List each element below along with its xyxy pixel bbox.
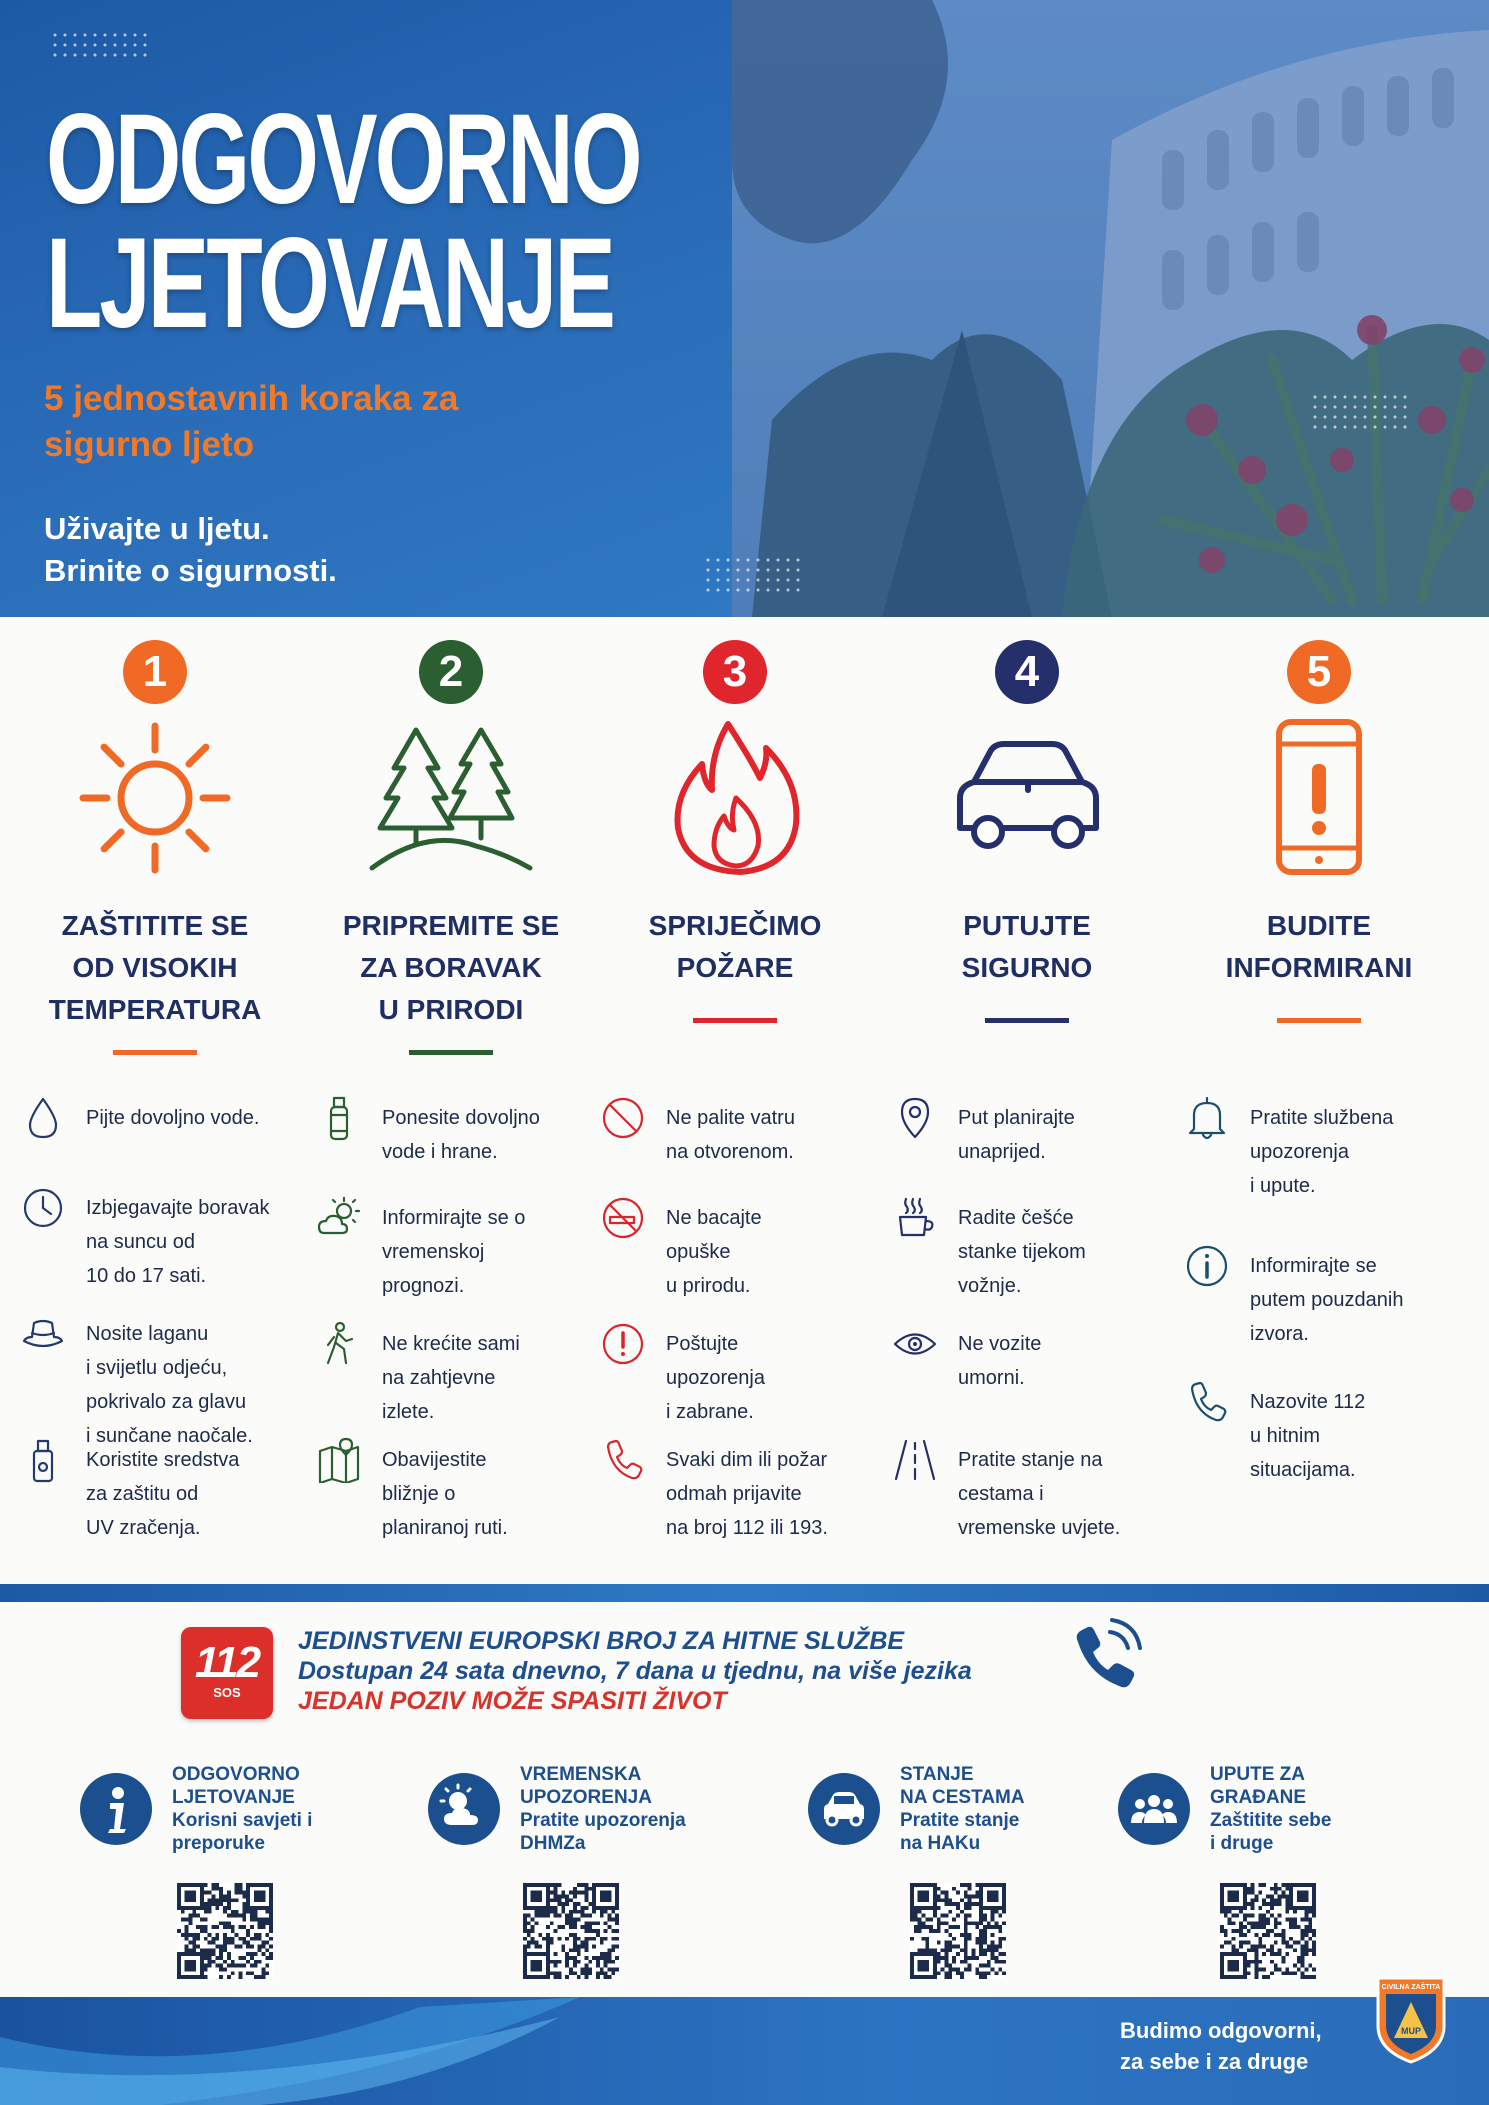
qr-code[interactable]	[523, 1883, 619, 1979]
tip-text: Radite češće stanke tijekom vožnje.	[958, 1207, 1086, 1297]
step-number-badge: 3	[703, 640, 767, 704]
resource-link-label: ODGOVORNO LJETOVANJE Korisni savjeti i preporuke	[172, 1764, 313, 1854]
step-title-line: TEMPERATURA	[48, 994, 262, 1025]
resource-link-label: VREMENSKA UPOZORENJA Pratite upozorenja DHMZa	[520, 1764, 686, 1854]
step-title	[1184, 905, 1454, 989]
tip-text: Koristite sredstva za zaštitu od UV zračenja.	[86, 1449, 240, 1539]
emergency-line-3: JEDAN POZIV MOŽE SPASITI ŽIVOT	[298, 1687, 727, 1715]
phone-ringing-icon	[1058, 1612, 1146, 1700]
tip-text: Put planirajte unaprijed.	[958, 1107, 1075, 1163]
resource-link-label: STANJE NA CESTAMA Pratite stanje na HAKu	[900, 1764, 1025, 1854]
trees-icon	[366, 718, 536, 878]
emergency-line-1: JEDINSTVENI EUROPSKI BROJ ZA HITNE SLUŽBE	[298, 1627, 905, 1655]
no-smoking-icon	[600, 1195, 646, 1241]
step-4	[892, 640, 1162, 1580]
step-title-line: POŽARE	[676, 952, 794, 983]
tip-text: Ne palite vatru na otvorenom.	[666, 1107, 795, 1163]
car-icon	[942, 718, 1112, 878]
badge-number: 112	[194, 1638, 260, 1687]
tip-text: Ne krećite sami na zahtjevne izlete.	[382, 1333, 520, 1423]
hero-banner	[0, 0, 1489, 617]
coffee-cup-icon	[892, 1195, 938, 1241]
step-underline	[985, 1018, 1069, 1023]
svg-text:CIVILNA ZAŠTITA: CIVILNA ZAŠTITA	[1381, 1984, 1441, 1991]
smartphone-alert-icon	[1234, 718, 1404, 878]
wave-decoration	[0, 1997, 700, 2105]
step-number-badge: 2	[419, 640, 483, 704]
step-title-line: BUDITE	[1266, 910, 1372, 941]
step-title-line: SIGURNO	[961, 952, 1093, 983]
civil-protection-badge	[1372, 1972, 1450, 2064]
sunscreen-icon	[20, 1437, 66, 1483]
phone-icon	[600, 1437, 646, 1483]
fire-icon	[650, 718, 820, 878]
info-icon	[1184, 1243, 1230, 1289]
resource-link[interactable]	[808, 1763, 1138, 1993]
step-number-badge: 1	[123, 640, 187, 704]
bottle-icon	[316, 1095, 362, 1141]
step-underline	[113, 1050, 197, 1055]
qr-code[interactable]	[1220, 1883, 1316, 1979]
step-number-badge: 4	[995, 640, 1059, 704]
qr-code[interactable]	[177, 1883, 273, 1979]
eye-icon	[892, 1321, 938, 1367]
step-1	[20, 640, 290, 1580]
svg-text:MUP: MUP	[1401, 2026, 1421, 2036]
step-title	[600, 905, 870, 989]
decor-dots	[1310, 392, 1412, 432]
footer	[0, 1997, 1489, 2105]
info-icon	[80, 1773, 152, 1845]
tip-text: Nosite laganu i svijetlu odjeću, pokrivalo za glavu i sunčane naočale.	[86, 1323, 253, 1447]
weather-icon	[428, 1773, 500, 1845]
qr-code[interactable]	[910, 1883, 1006, 1979]
warning-icon	[600, 1321, 646, 1367]
step-title	[316, 905, 586, 1031]
emergency-112-badge	[181, 1627, 273, 1719]
step-title-line: OD VISOKIH	[72, 952, 238, 983]
step-number-badge: 5	[1287, 640, 1351, 704]
step-underline	[693, 1018, 777, 1023]
step-title-line: INFORMIRANI	[1225, 952, 1413, 983]
tip-text: Informirajte se o vremenskoj prognozi.	[382, 1207, 526, 1297]
resource-link[interactable]	[1118, 1763, 1448, 1993]
step-title	[20, 905, 290, 1031]
tip-text: Pratite stanje na cestama i vremenske uvjete.	[958, 1449, 1121, 1539]
hat-icon	[20, 1311, 66, 1357]
location-pin-icon	[892, 1095, 938, 1141]
phone-icon	[1184, 1379, 1230, 1425]
section-divider	[0, 1584, 1489, 1602]
step-3	[600, 640, 870, 1580]
step-title-line: PUTUJTE	[963, 910, 1091, 941]
step-title-line: ZAŠTITITE SE	[61, 910, 249, 941]
step-underline	[409, 1050, 493, 1055]
tip-text: Ponesite dovoljno vode i hrane.	[382, 1107, 540, 1163]
step-5	[1184, 640, 1454, 1580]
map-icon	[316, 1437, 362, 1483]
emergency-info	[298, 1626, 972, 1716]
tip-text: Izbjegavajte boravak na suncu od 10 do 17 sati.	[86, 1197, 270, 1287]
amphitheatre-photo	[732, 0, 1489, 617]
step-title-line: ZA BORAVAK	[360, 952, 542, 983]
resource-link[interactable]	[80, 1763, 410, 1993]
hero-subtitle: 5 jednostavnih koraka za sigurno ljeto	[44, 379, 459, 464]
road-icon	[892, 1437, 938, 1483]
people-icon	[1118, 1773, 1190, 1845]
step-title-line: SPRIJEČIMO	[648, 910, 822, 941]
step-title-line: PRIPREMITE SE	[342, 910, 560, 941]
step-title	[892, 905, 1162, 989]
water-drop-icon	[20, 1095, 66, 1141]
resource-link[interactable]	[428, 1763, 758, 1993]
decor-dots	[703, 555, 805, 595]
footer-slogan: Budimo odgovorni, za sebe i za druge	[1120, 2018, 1322, 2074]
step-2	[316, 640, 586, 1580]
step-title-line: U PRIRODI	[378, 994, 524, 1025]
tip-text: Ne vozite umorni.	[958, 1333, 1042, 1389]
bell-icon	[1184, 1095, 1230, 1141]
tip-text: Pratite službena upozorenja i upute.	[1250, 1107, 1394, 1197]
tip-text: Poštujte upozorenja i zabrane.	[666, 1333, 765, 1423]
tip-text: Obavijestite bližnje o planiranoj ruti.	[382, 1449, 508, 1539]
step-underline	[1277, 1018, 1361, 1023]
weather-icon	[316, 1195, 362, 1241]
clock-icon	[20, 1185, 66, 1231]
hero-tagline: Uživajte u ljetu. Brinite o sigurnosti.	[44, 511, 337, 588]
emergency-line-2: Dostupan 24 sata dnevno, 7 dana u tjednu, na više jezika	[298, 1657, 972, 1685]
tip-text: Informirajte se putem pouzdanih izvora.	[1250, 1255, 1404, 1345]
no-fire-icon	[600, 1095, 646, 1141]
resource-link-label: UPUTE ZA GRAĐANE Zaštitite sebe i druge	[1210, 1764, 1332, 1854]
tip-text: Ne bacajte opuške u prirodu.	[666, 1207, 762, 1297]
hero-photo-panel	[732, 0, 1489, 617]
hero-title: ODGOVORNO LJETOVANJE	[46, 88, 640, 355]
tip-text: Svaki dim ili požar odmah prijavite na broj 112 ili 193.	[666, 1449, 828, 1539]
decor-dots	[50, 30, 152, 62]
hiker-icon	[316, 1321, 362, 1367]
tip-text: Nazovite 112 u hitnim situacijama.	[1250, 1391, 1366, 1481]
sun-icon	[70, 718, 240, 878]
badge-sos: SOS	[213, 1685, 241, 1700]
car-icon	[808, 1773, 880, 1845]
tip-text: Pijte dovoljno vode.	[86, 1107, 260, 1129]
